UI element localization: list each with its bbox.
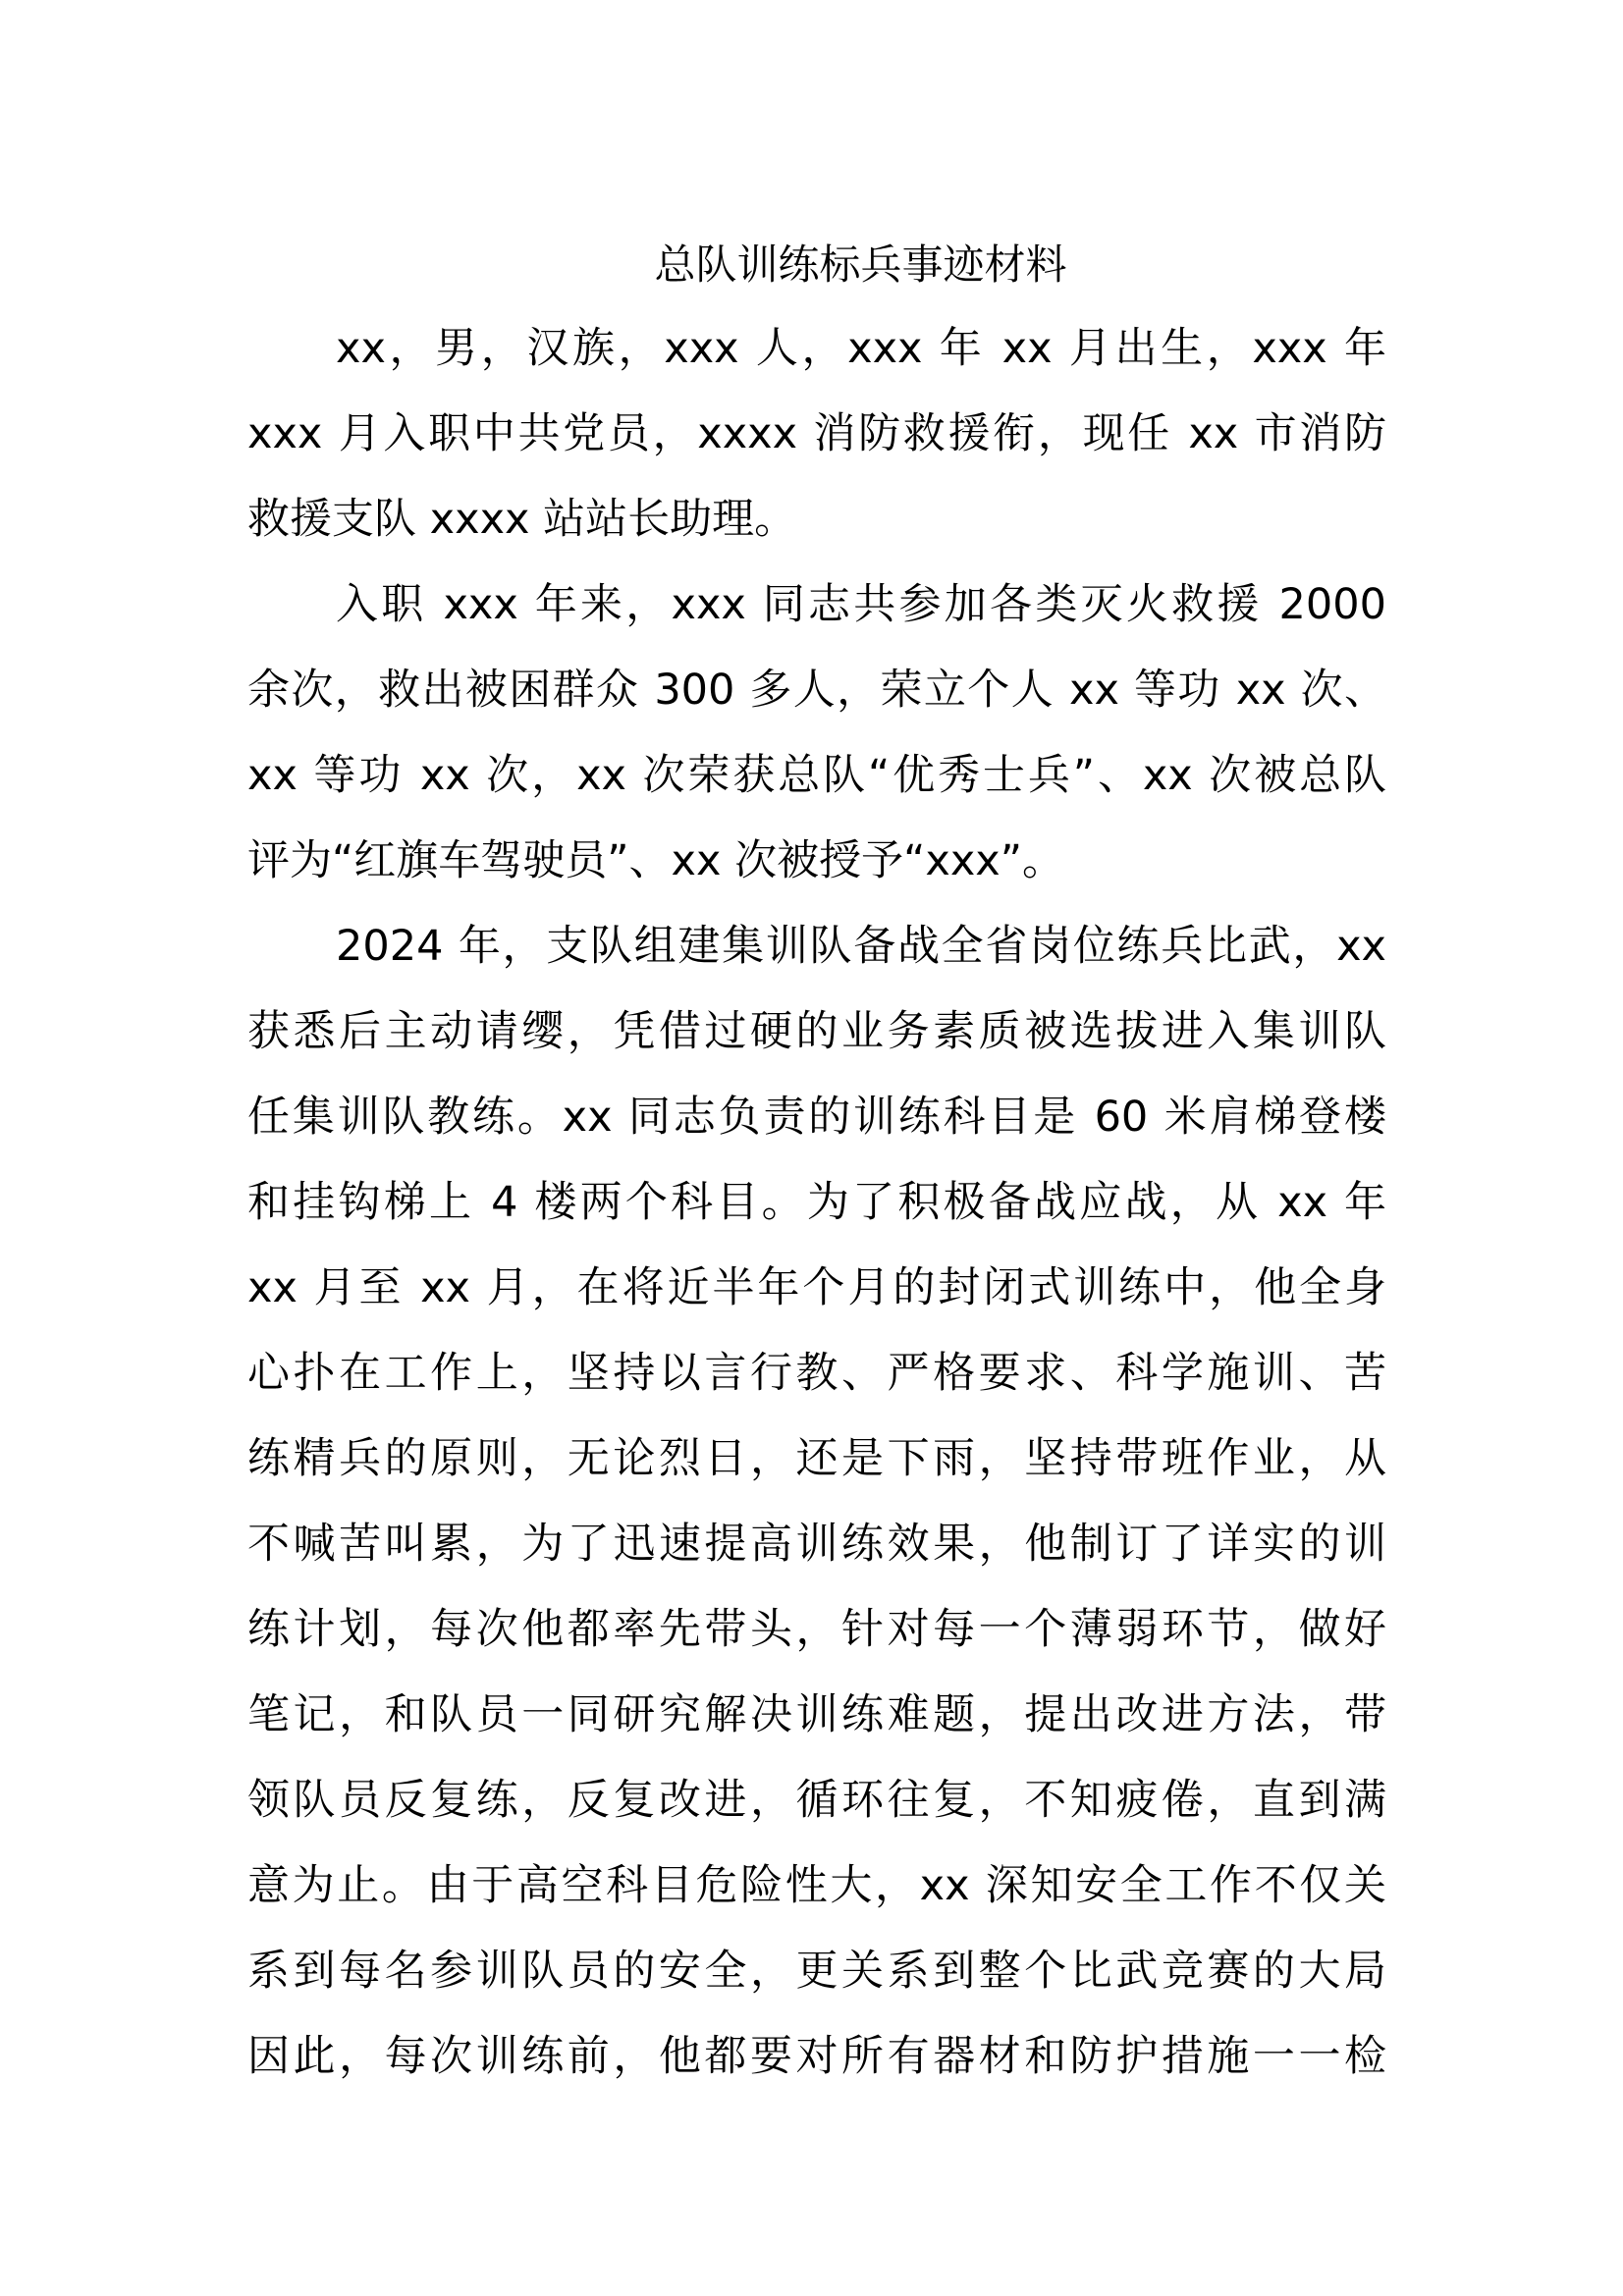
text-line: 获悉后主动请缨，凭借过硬的业务素质被选拔进入集训队 bbox=[247, 1007, 1386, 1056]
text-line: 救援支队 xxxx 站站长助理。 bbox=[247, 495, 797, 544]
paragraph-1 bbox=[247, 306, 1386, 562]
text-line: 练精兵的原则，无论烈日，还是下雨，坚持带班作业，从 bbox=[247, 1434, 1386, 1483]
text-line: 任集训队教练。xx 同志负责的训练科目是 60 米肩梯登楼 bbox=[247, 1093, 1386, 1142]
text-line: 心扑在工作上，坚持以言行教、严格要求、科学施训、苦 bbox=[247, 1349, 1386, 1398]
text-line: 入职 xxx 年来，xxx 同志共参加各类灭火救援 2000 bbox=[336, 580, 1386, 629]
text-line: 2024 年，支队组建集训队备战全省岗位练兵比武，xx bbox=[336, 922, 1386, 971]
document-title: 总队训练标兵事迹材料 bbox=[654, 240, 1067, 289]
text-line: xxx 月入职中共党员，xxxx 消防救援衔，现任 xx 市消防 bbox=[247, 409, 1386, 458]
text-line: 领队员反复练，反复改进，循环往复，不知疲倦，直到满 bbox=[247, 1776, 1386, 1825]
text-line: xx 月至 xx 月，在将近半年个月的封闭式训练中，他全身 bbox=[247, 1263, 1386, 1312]
text-line: 练计划，每次他都率先带头，针对每一个薄弱环节，做好 bbox=[247, 1605, 1386, 1654]
document-body bbox=[247, 306, 1386, 2100]
text-line: xx，男，汉族，xxx 人，xxx 年 xx 月出生，xxx 年 bbox=[336, 324, 1386, 373]
text-line: xx 等功 xx 次，xx 次荣获总队“优秀士兵”、xx 次被总队 bbox=[247, 751, 1386, 800]
text-line: 系到每名参训队员的安全，更关系到整个比武竞赛的大局 bbox=[247, 1947, 1386, 1996]
text-line: 不喊苦叫累，为了迅速提高训练效果，他制订了详实的训 bbox=[247, 1520, 1386, 1569]
text-line: 和挂钩梯上 4 楼两个科目。为了积极备战应战，从 xx 年 bbox=[247, 1178, 1386, 1227]
text-line: 因此，每次训练前，他都要对所有器材和防护措施一一检 bbox=[247, 2032, 1386, 2081]
paragraph-3 bbox=[247, 904, 1386, 2100]
text-line: 笔记，和队员一同研究解决训练难题，提出改进方法，带 bbox=[247, 1690, 1386, 1739]
paragraph-2 bbox=[247, 562, 1386, 904]
text-line: 意为止。由于高空科目危险性大，xx 深知安全工作不仅关 bbox=[247, 1861, 1386, 1910]
text-line: 评为“红旗车驾驶员”、xx 次被授予“xxx”。 bbox=[247, 836, 1065, 885]
text-line: 余次，救出被困群众 300 多人，荣立个人 xx 等功 xx 次、 bbox=[247, 666, 1386, 715]
